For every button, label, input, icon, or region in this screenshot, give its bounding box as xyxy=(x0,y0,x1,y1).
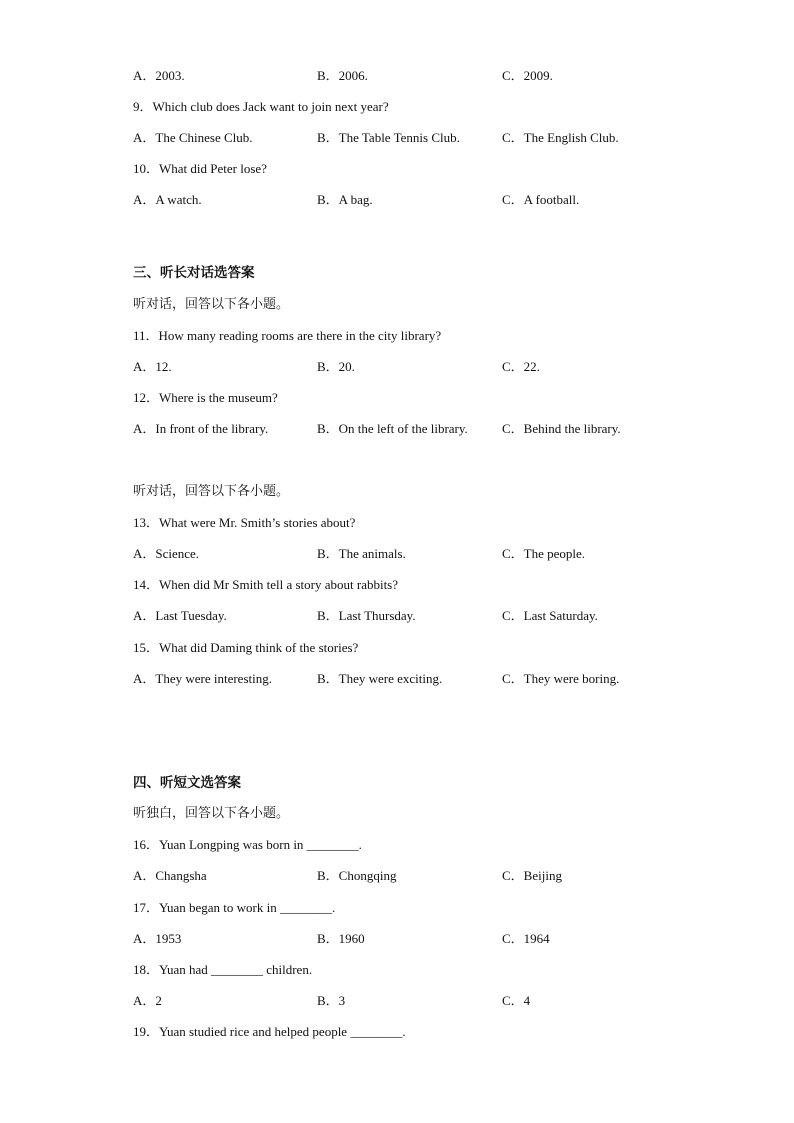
q14-option-b[interactable]: B．Last Thursday. xyxy=(317,608,416,623)
q14-options xyxy=(133,608,693,624)
q11-question: 11．How many reading rooms are there in the city library? xyxy=(133,328,442,343)
section3-instruction-1: 听对话，回答以下各小题。 xyxy=(133,297,290,312)
q16-option-c[interactable]: C．Beijing xyxy=(502,868,562,883)
section3-heading: 三、听长对话选答案 xyxy=(133,265,255,281)
q10-option-a[interactable]: A．A watch. xyxy=(133,192,202,207)
q9-options xyxy=(133,130,693,146)
q18-option-c[interactable]: C．4 xyxy=(502,993,531,1008)
q11-option-b[interactable]: B．20. xyxy=(317,359,355,374)
section3-instruction-2: 听对话，回答以下各小题。 xyxy=(133,484,290,499)
q14-option-c[interactable]: C．Last Saturday. xyxy=(502,608,598,623)
q10-options xyxy=(133,192,693,208)
q12-option-c[interactable]: C．Behind the library. xyxy=(502,421,621,436)
q8-option-a[interactable]: A．2003. xyxy=(133,68,185,83)
q9-option-b[interactable]: B．The Table Tennis Club. xyxy=(317,130,460,145)
q9-option-a[interactable]: A．The Chinese Club. xyxy=(133,130,253,145)
q16-option-a[interactable]: A．Changsha xyxy=(133,868,207,883)
q13-options xyxy=(133,546,693,562)
q16-question: 16．Yuan Longping was born in ________. xyxy=(133,837,362,852)
q17-options xyxy=(133,931,693,947)
q8-option-c[interactable]: C．2009. xyxy=(502,68,553,83)
q17-option-b[interactable]: B．1960 xyxy=(317,931,365,946)
q8-option-b[interactable]: B．2006. xyxy=(317,68,368,83)
q12-options xyxy=(133,421,693,437)
section4-instruction: 听独白，回答以下各小题。 xyxy=(133,806,290,821)
q16-option-b[interactable]: B．Chongqing xyxy=(317,868,397,883)
q17-question: 17．Yuan began to work in ________. xyxy=(133,900,336,915)
q12-option-a[interactable]: A．In front of the library. xyxy=(133,421,269,436)
q13-option-a[interactable]: A．Science. xyxy=(133,546,200,561)
q11-option-c[interactable]: C．22. xyxy=(502,359,540,374)
q13-question: 13．What were Mr. Smith’s stories about? xyxy=(133,515,356,530)
q12-option-b[interactable]: B．On the left of the library. xyxy=(317,421,468,436)
q19-question: 19．Yuan studied rice and helped people ________. xyxy=(133,1024,406,1039)
q15-options xyxy=(133,671,693,687)
q18-option-b[interactable]: B．3 xyxy=(317,993,346,1008)
q10-option-b[interactable]: B．A bag. xyxy=(317,192,373,207)
q16-options xyxy=(133,868,693,884)
q17-option-a[interactable]: A．1953 xyxy=(133,931,182,946)
section4-heading: 四、听短文选答案 xyxy=(133,775,241,791)
q9-question: 9．Which club does Jack want to join next year? xyxy=(133,99,389,114)
q14-question: 14．When did Mr Smith tell a story about rabbits? xyxy=(133,577,399,592)
q13-option-b[interactable]: B．The animals. xyxy=(317,546,406,561)
q15-option-c[interactable]: C．They were boring. xyxy=(502,671,620,686)
q13-option-c[interactable]: C．The people. xyxy=(502,546,586,561)
q17-option-c[interactable]: C．1964 xyxy=(502,931,550,946)
q11-options xyxy=(133,359,693,375)
q18-options xyxy=(133,993,693,1009)
q11-option-a[interactable]: A．12. xyxy=(133,359,172,374)
q15-question: 15．What did Daming think of the stories? xyxy=(133,640,359,655)
q18-option-a[interactable]: A．2 xyxy=(133,993,162,1008)
q15-option-a[interactable]: A．They were interesting. xyxy=(133,671,272,686)
q15-option-b[interactable]: B．They were exciting. xyxy=(317,671,443,686)
q18-question: 18．Yuan had ________ children. xyxy=(133,962,313,977)
q8-options xyxy=(133,68,693,84)
q12-question: 12．Where is the museum? xyxy=(133,390,278,405)
q10-question: 10．What did Peter lose? xyxy=(133,161,267,176)
q14-option-a[interactable]: A．Last Tuesday. xyxy=(133,608,227,623)
q9-option-c[interactable]: C．The English Club. xyxy=(502,130,619,145)
q10-option-c[interactable]: C．A football. xyxy=(502,192,580,207)
